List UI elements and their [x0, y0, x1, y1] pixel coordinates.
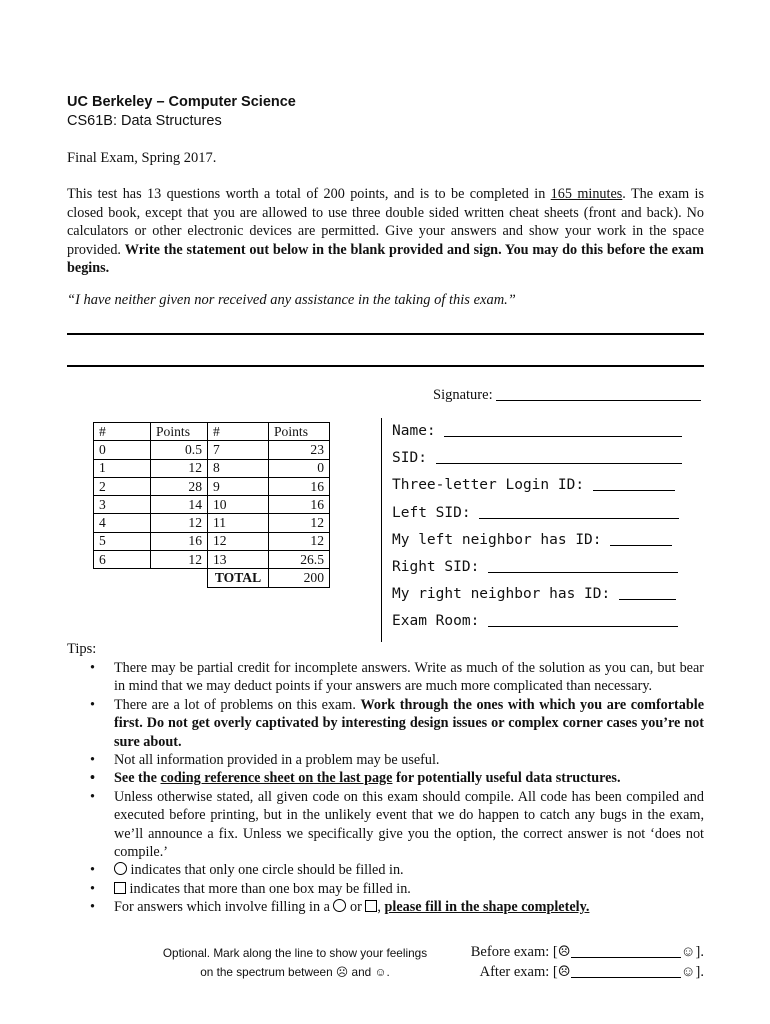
question-points: 16 [151, 532, 208, 550]
tips-list [67, 659, 704, 917]
after-exam-scale [450, 962, 704, 982]
left-neighbor-blank[interactable] [610, 533, 672, 546]
question-points: 12 [151, 459, 208, 477]
intro-minutes: 165 minutes [550, 186, 623, 202]
after-exam-line[interactable] [571, 965, 681, 978]
tip-bold-text: Work through the ones with which you are comfortable first. Do not get overly captivated by interesting design issues or complex corner cases you’re not sure about. [114, 696, 705, 750]
intro-bold-instruction: Write the statement out below in the blank provided and sign. You may do this before the exam begins. [67, 241, 704, 277]
name-field-row [392, 418, 692, 445]
signature-blank[interactable] [496, 388, 701, 401]
question-points: 0 [269, 459, 330, 477]
tip-text: Unless otherwise stated, all given code on this exam should compile. All code has been compiled and executed before printing, but in the unlikely event that we do happen to catch any bugs in the exam, we’ll announce a fix. Unless we specifically give you the option, the correct answer is not ‘does not compile.’ [114, 788, 704, 861]
left-sid-label: Left SID: [392, 504, 471, 521]
tip-text: See the [114, 770, 161, 787]
question-number: 12 [208, 532, 269, 550]
signature-row [433, 387, 701, 404]
question-points: 23 [269, 441, 330, 459]
question-points: 16 [269, 496, 330, 514]
before-exam-line[interactable] [571, 945, 681, 958]
tip-text: indicates that more than one box may be filled in. [126, 880, 411, 897]
checkbox-icon [114, 882, 126, 894]
list-item [67, 788, 704, 862]
login-label: Three-letter Login ID: [392, 477, 585, 494]
question-points: 12 [269, 532, 330, 550]
tip-text: indicates that only one circle should be filled in. [127, 862, 404, 879]
question-points: 12 [151, 551, 208, 569]
question-number: 1 [94, 459, 151, 477]
sid-field-row [392, 445, 692, 472]
room-blank[interactable] [488, 614, 678, 627]
course-title: CS61B: Data Structures [67, 113, 222, 129]
table-header-row [94, 423, 330, 441]
header-number-1: # [94, 423, 151, 441]
table-row [94, 477, 330, 495]
circle-icon [114, 862, 127, 875]
fields-divider [381, 418, 382, 642]
table-row [94, 459, 330, 477]
student-info-fields [392, 418, 692, 636]
tip-text: Not all information provided in a problem may be useful. [114, 752, 440, 769]
before-exam-scale [450, 942, 704, 962]
list-item [67, 880, 704, 898]
header-points-2: Points [269, 423, 330, 441]
left-neighbor-field-row [392, 527, 692, 554]
feelings-scales [450, 942, 704, 982]
question-number: 7 [208, 441, 269, 459]
before-exam-label: Before exam: [☹ [470, 944, 571, 960]
tip-text: or [346, 899, 366, 916]
right-neighbor-label: My right neighbor has ID: [392, 586, 611, 603]
table-row [94, 496, 330, 514]
question-number: 3 [94, 496, 151, 514]
circle-icon [333, 899, 346, 912]
tips-heading: Tips: [67, 641, 97, 657]
signature-label: Signature: [433, 387, 493, 403]
login-blank[interactable] [593, 478, 675, 491]
question-number: 9 [208, 477, 269, 495]
list-item [67, 898, 704, 916]
question-number: 0 [94, 441, 151, 459]
room-label: Exam Room: [392, 613, 480, 630]
table-total-row [94, 569, 330, 587]
list-item [67, 769, 704, 787]
tip-text: For answers which involve filling in a [114, 899, 334, 916]
feelings-instruction-line-2: on the spectrum between ☹ and ☺. [200, 965, 390, 979]
right-sid-label: Right SID: [392, 558, 480, 575]
score-table [93, 422, 330, 588]
question-number: 6 [94, 551, 151, 569]
left-sid-field-row [392, 500, 692, 527]
sid-label: SID: [392, 450, 427, 467]
login-field-row [392, 472, 692, 499]
question-points: 12 [269, 514, 330, 532]
checkbox-icon [365, 900, 377, 912]
right-neighbor-blank[interactable] [619, 587, 676, 600]
question-points: 26.5 [269, 551, 330, 569]
table-row [94, 551, 330, 569]
list-item [67, 696, 704, 751]
question-number: 11 [208, 514, 269, 532]
sid-blank[interactable] [436, 451, 682, 464]
question-points: 28 [151, 477, 208, 495]
table-row [94, 514, 330, 532]
list-item [67, 659, 704, 696]
intro-text-1: This test has 13 questions worth a total of 200 points, and is to be completed in [67, 186, 551, 202]
total-value: 200 [269, 569, 330, 587]
total-label: TOTAL [208, 569, 269, 587]
right-sid-field-row [392, 554, 692, 581]
left-sid-blank[interactable] [479, 506, 679, 519]
right-neighbor-field-row [392, 581, 692, 608]
tip-text: for potentially useful data structures. [392, 770, 621, 787]
header-number-2: # [208, 423, 269, 441]
tip-text: There are a lot of problems on this exam. [114, 696, 361, 713]
question-points: 12 [151, 514, 208, 532]
table-row [94, 532, 330, 550]
header-points-1: Points [151, 423, 208, 441]
name-label: Name: [392, 423, 436, 439]
reference-sheet-link: coding reference sheet on the last page [160, 770, 393, 787]
feelings-instructions [150, 944, 440, 982]
question-number: 10 [208, 496, 269, 514]
tip-bold-text: please fill in the shape completely. [384, 899, 590, 916]
list-item [67, 861, 704, 879]
question-number: 2 [94, 477, 151, 495]
table-row [94, 441, 330, 459]
after-exam-end: ☺]. [680, 964, 704, 980]
question-number: 13 [208, 551, 269, 569]
exam-title: Final Exam, Spring 2017. [67, 150, 217, 166]
university-heading: UC Berkeley – Computer Science [67, 94, 296, 110]
honor-statement: “I have neither given nor received any assistance in the taking of this exam.” [67, 292, 516, 308]
left-neighbor-label: My left neighbor has ID: [392, 531, 602, 548]
statement-writing-line-1[interactable] [67, 333, 704, 335]
before-exam-end: ☺]. [680, 944, 704, 960]
tip-text: There may be partial credit for incomplete answers. Write as much of the solution as you can, but bear in mind that we may deduct points if your answers are much more complicated than necessary. [114, 660, 704, 695]
list-item [67, 751, 704, 769]
room-field-row [392, 608, 692, 635]
question-number: 8 [208, 459, 269, 477]
question-points: 14 [151, 496, 208, 514]
name-blank[interactable] [444, 424, 682, 437]
after-exam-label: After exam: [☹ [479, 964, 571, 980]
intro-paragraph [67, 185, 704, 278]
question-points: 0.5 [151, 441, 208, 459]
question-number: 4 [94, 514, 151, 532]
question-points: 16 [269, 477, 330, 495]
question-number: 5 [94, 532, 151, 550]
right-sid-blank[interactable] [488, 560, 678, 573]
statement-writing-line-2[interactable] [67, 365, 704, 367]
feelings-instruction-line-1: Optional. Mark along the line to show your feelings [162, 946, 428, 960]
intro-text-2: . The exam is closed book, except that you are allowed to use three double sided written cheat sheets (front and back). No calculators or other electronic devices are permitted. Give your answers and show your work in the space provided. [67, 186, 704, 258]
tip-text: , [377, 899, 385, 916]
